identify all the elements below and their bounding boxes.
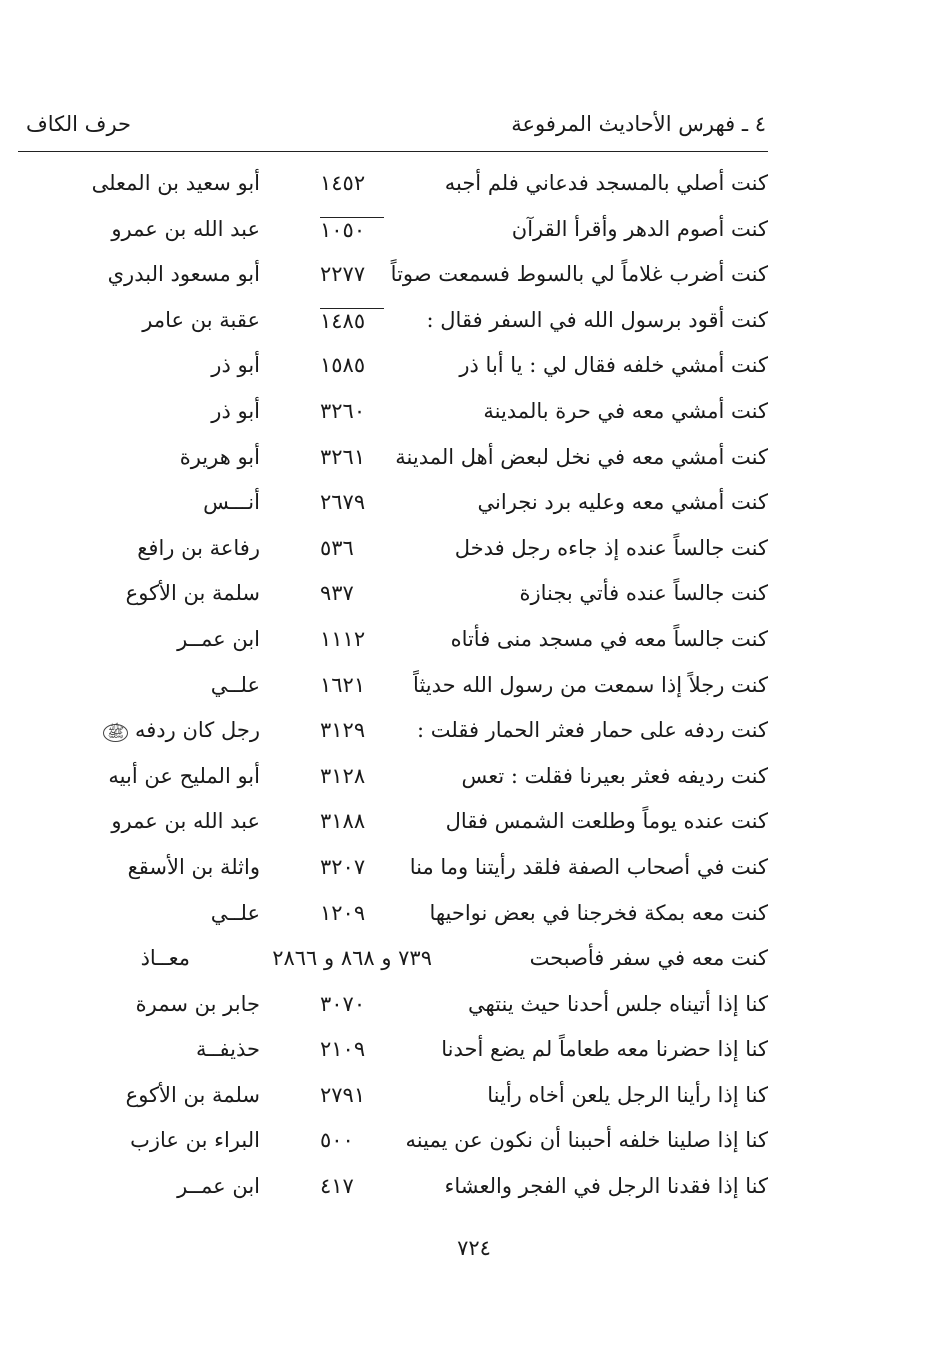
hadith-incipit: كنت معه بمكة فخرجنا في بعض نواحيها xyxy=(429,900,768,925)
hadith-number: ٥٠٠ xyxy=(320,1128,354,1153)
hadith-incipit: كنت معه في سفر فأصبحت xyxy=(529,946,768,971)
narrator: علــي xyxy=(210,672,260,697)
narrator: أنـــس xyxy=(203,490,260,515)
narrator: أبو ذر xyxy=(211,353,260,378)
hadith-incipit: كنت رديفه فعثر بعيرنا فقلت : تعس xyxy=(461,763,768,788)
index-entry xyxy=(60,1166,768,1212)
hadith-incipit: كنت عنده يوماً وطلعت الشمس فقال xyxy=(445,809,768,834)
hadith-incipit: كنت أمشي معه وعليه برد نجراني xyxy=(477,490,768,515)
index-entry xyxy=(60,1029,768,1075)
hadith-incipit: كنت أصوم الدهر وأقرأ القرآن xyxy=(511,216,768,241)
hadith-incipit: كنا إذا فقدنا الرجل في الفجر والعشاء xyxy=(444,1174,768,1199)
index-entry xyxy=(60,163,768,209)
hadith-index-list xyxy=(60,163,768,1212)
hadith-number: ٤١٧ xyxy=(320,1174,354,1199)
hadith-number: ١٠٥٠ xyxy=(320,217,384,242)
index-entry xyxy=(60,345,768,391)
hadith-incipit: كنت جالساً عنده فأتي بجنازة xyxy=(519,581,768,606)
index-entry xyxy=(60,847,768,893)
hadith-number: ٢١٠٩ xyxy=(320,1037,366,1062)
hadith-incipit: كنت جالساً معه في مسجد منى فأتاه xyxy=(450,626,768,651)
hadith-number: ١١١٢ xyxy=(320,626,366,651)
hadith-incipit: كنت أضرب غلاماً لي بالسوط فسمعت صوتاً xyxy=(390,262,768,287)
hadith-incipit: كنا إذا أتيناه جلس أحدنا حيث ينتهي xyxy=(468,991,768,1016)
narrator: عبد الله بن عمرو xyxy=(111,809,260,834)
narrator: البراء بن عازب xyxy=(130,1128,260,1153)
index-entry xyxy=(60,1075,768,1121)
narrator: ابن عمــر xyxy=(177,1174,260,1199)
index-entry xyxy=(60,573,768,619)
index-entry xyxy=(60,209,768,255)
index-entry xyxy=(60,984,768,1030)
hadith-number: ١٤٥٢ xyxy=(320,171,366,195)
running-head xyxy=(18,106,766,146)
narrator: واثلة بن الأسقع xyxy=(127,854,260,879)
letter-title: حرف الكاف xyxy=(26,112,132,136)
hadith-number: ٣٢٦٠ xyxy=(320,398,366,423)
section-title: ٤ ـ فهرس الأحاديث المرفوعة xyxy=(511,112,766,136)
hadith-number: ٣١٢٩ xyxy=(320,718,366,743)
narrator: حذيفــة xyxy=(195,1037,260,1062)
index-entry xyxy=(60,482,768,528)
narrator: عبد الله بن عمرو xyxy=(111,216,260,241)
page-number: ٧٢٤ xyxy=(457,1236,491,1260)
hadith-number: ٩٣٧ xyxy=(320,581,354,606)
index-entry xyxy=(60,665,768,711)
narrator: معــاذ xyxy=(140,946,190,971)
hadith-number: ٢٧٩١ xyxy=(320,1082,366,1107)
index-entry xyxy=(60,801,768,847)
narrator: سلمة بن الأكوع xyxy=(125,581,260,606)
narrator: رفاعة بن رافع xyxy=(137,535,260,560)
hadith-incipit: كنت أمشي معه في نخل لبعض أهل المدينة xyxy=(395,444,768,469)
hadith-incipit: كنت جالساً عنده إذ جاءه رجل فدخل xyxy=(454,535,768,560)
hadith-incipit: كنت أصلي بالمسجد فدعاني فلم أجبه xyxy=(444,171,768,195)
narrator: أبو سعيد بن المعلى xyxy=(91,171,260,195)
hadith-incipit: كنت أمشي خلفه فقال لي : يا أبا ذر xyxy=(459,353,768,378)
narrator: علــي xyxy=(210,900,260,925)
hadith-number: ٣٢٦١ xyxy=(320,444,366,469)
index-entry xyxy=(60,437,768,483)
hadith-incipit: كنت أقود برسول الله في السفر فقال : xyxy=(426,307,768,332)
hadith-number: ١٢٠٩ xyxy=(320,900,366,925)
index-entry xyxy=(60,528,768,574)
index-entry xyxy=(60,619,768,665)
narrator: سلمة بن الأكوع xyxy=(125,1082,260,1107)
hadith-incipit: كنت رجلاً إذا سمعت من رسول الله حديثاً xyxy=(413,672,768,697)
narrator xyxy=(60,718,260,744)
narrator: أبو مسعود البدري xyxy=(107,262,260,287)
index-entry xyxy=(60,300,768,346)
hadith-number: ١٤٨٥ xyxy=(320,308,384,333)
hadith-number: ٣١٢٨ xyxy=(320,763,366,788)
narrator: ابن عمــر xyxy=(177,626,260,651)
narrator: أبو هريرة xyxy=(179,444,260,469)
hadith-number: ٥٣٦ xyxy=(320,535,354,560)
hadith-incipit: كنا إذا حضرنا معه طعاماً لم يضع أحدنا xyxy=(441,1037,768,1062)
hadith-number: ٢٢٧٧ xyxy=(320,262,366,287)
narrator-name: رجل كان ردفه xyxy=(135,718,260,743)
header-rule xyxy=(18,151,768,152)
index-entry xyxy=(60,756,768,802)
hadith-incipit: كنت أمشي معه في حرة بالمدينة xyxy=(483,398,768,423)
index-entry xyxy=(60,391,768,437)
hadith-incipit: كنت ردفه على حمار فعثر الحمار فقلت : xyxy=(417,718,768,743)
hadith-number: ١٦٢١ xyxy=(320,672,366,697)
hadith-number: ٧٣٩ و ٨٦٨ و ٢٨٦٦ xyxy=(272,946,432,971)
hadith-incipit: كنا إذا رأينا الرجل يلعن أخاه رأينا xyxy=(487,1082,768,1107)
narrator: أبو المليح عن أبيه xyxy=(108,763,260,788)
index-entry xyxy=(60,893,768,939)
index-entry xyxy=(60,1120,768,1166)
salutation-mark: ﷺ xyxy=(103,724,128,742)
hadith-number: ١٥٨٥ xyxy=(320,353,366,378)
narrator: جابر بن سمرة xyxy=(135,991,260,1016)
hadith-number: ٣١٨٨ xyxy=(320,809,366,834)
hadith-incipit: كنت في أصحاب الصفة فلقد رأيتنا وما منا xyxy=(409,854,768,879)
narrator: عقبة بن عامر xyxy=(142,307,260,332)
index-entry xyxy=(60,254,768,300)
hadith-incipit: كنا إذا صلينا خلفه أحببنا أن نكون عن يمينه xyxy=(405,1128,768,1153)
hadith-number: ٣٢٠٧ xyxy=(320,854,366,879)
hadith-number: ٣٠٧٠ xyxy=(320,991,366,1016)
hadith-number: ٢٦٧٩ xyxy=(320,490,366,515)
index-entry xyxy=(60,938,768,984)
narrator: أبو ذر xyxy=(211,398,260,423)
index-entry xyxy=(60,710,768,756)
